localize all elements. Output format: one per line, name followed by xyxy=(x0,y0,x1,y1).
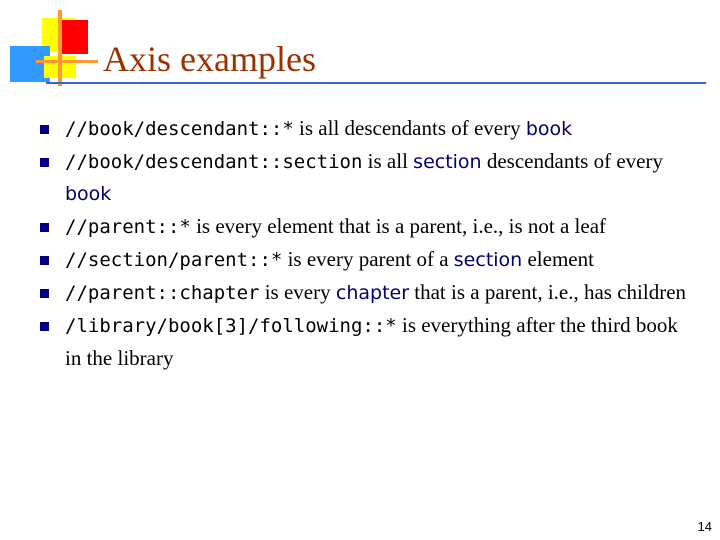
xpath-expression: //parent::chapter xyxy=(65,282,260,304)
page-number: 14 xyxy=(697,519,712,534)
bullet-item xyxy=(40,276,690,309)
element-name: section xyxy=(453,249,523,271)
bullet-item xyxy=(40,210,690,243)
slide-title: Axis examples xyxy=(103,39,316,79)
bullet-item xyxy=(40,243,690,276)
element-name: section xyxy=(413,151,482,173)
bullet-text: is every parent of a xyxy=(282,247,454,271)
xpath-expression: //book/descendant::* xyxy=(65,118,294,140)
bullet-text: is everything after the third book in the library xyxy=(65,313,678,370)
logo-vertical-line xyxy=(58,10,62,86)
bullet-text: is all xyxy=(362,149,414,173)
element-name: chapter xyxy=(335,282,410,304)
logo-red-square xyxy=(60,20,88,54)
bullet-item xyxy=(40,112,690,145)
bullet-square-icon xyxy=(40,289,49,298)
element-name: book xyxy=(525,118,573,140)
bullet-item xyxy=(40,309,690,375)
element-name: book xyxy=(65,183,112,205)
decorative-logo xyxy=(0,0,100,100)
bullet-text: is every xyxy=(259,280,336,304)
bullet-item xyxy=(40,145,690,210)
bullet-square-icon xyxy=(40,125,49,134)
bullet-text: descendants of every xyxy=(481,149,663,173)
bullet-square-icon xyxy=(40,256,49,265)
bullet-text: that is a parent, i.e., has children xyxy=(409,280,687,304)
bullet-square-icon xyxy=(40,322,49,331)
bullet-text: is all descendants of every xyxy=(293,116,526,140)
bullet-text: is every element that is a parent, i.e., is not a leaf xyxy=(190,214,607,238)
title-underline xyxy=(46,82,706,84)
bullet-square-icon xyxy=(40,223,49,232)
bullet-list xyxy=(40,112,690,375)
bullet-square-icon xyxy=(40,158,49,167)
xpath-expression: //parent::* xyxy=(65,216,191,238)
xpath-expression: //section/parent::* xyxy=(65,249,283,271)
bullet-text: element xyxy=(522,247,594,271)
xpath-expression: /library/book[3]/following::* xyxy=(65,315,397,337)
xpath-expression: //book/descendant::section xyxy=(65,151,363,173)
logo-horizontal-line xyxy=(36,60,98,63)
